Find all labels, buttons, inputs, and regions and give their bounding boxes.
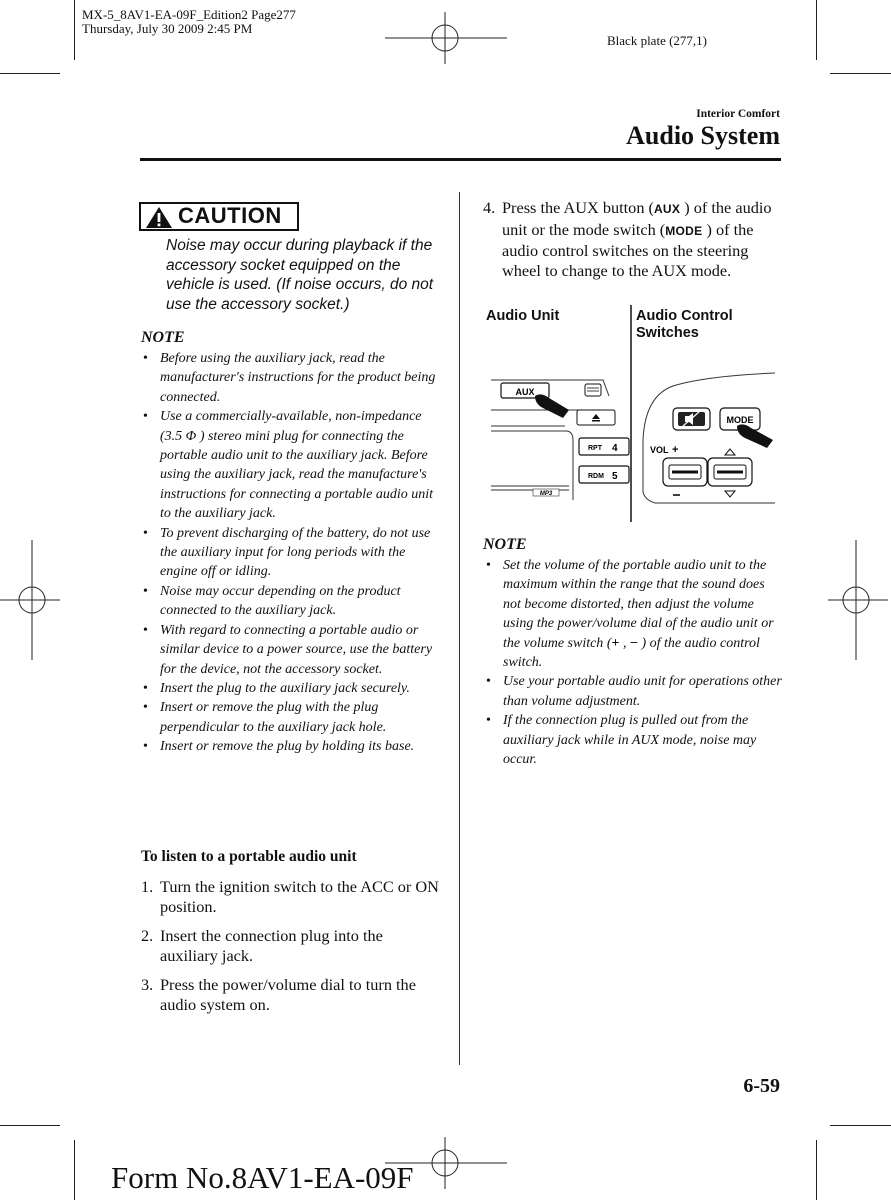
note-heading: NOTE — [483, 536, 527, 553]
crop-mark — [0, 73, 60, 74]
crop-mark — [74, 0, 75, 60]
step-text: Turn the ignition switch to the ACC or ON position. — [160, 877, 439, 916]
step-text-part: Press the AUX button ( — [502, 198, 654, 217]
disc-icon — [585, 384, 601, 396]
aux-button-glyph: AUX — [653, 202, 681, 216]
crop-mark — [816, 0, 817, 60]
caution-text: Noise may occur during playback if the accessory socket equipped on the vehicle is used. (If noise occurs, do not use the accessory socket.) — [166, 237, 434, 313]
step-text-part: ) of the audio unit or the mode switch ( — [502, 198, 772, 239]
note-heading: NOTE — [141, 329, 185, 346]
print-info — [82, 8, 296, 36]
rpt-button — [579, 438, 629, 455]
mode-button-glyph: MODE — [665, 223, 703, 238]
caution-label: CAUTION — [178, 203, 282, 228]
step-number: 4. — [483, 198, 496, 217]
page-title: Audio System — [626, 121, 780, 150]
aux-button-label: AUX — [515, 387, 535, 397]
step-number: 1. — [141, 877, 154, 896]
title-rule — [140, 158, 781, 161]
note-item: • Use your portable audio unit for operations other than volume adjustment. — [483, 672, 783, 711]
up-arrow-icon — [725, 449, 735, 455]
finger-pointer-icon — [535, 394, 569, 418]
note-item: • Insert the plug to the auxiliary jack securely. — [140, 679, 440, 698]
note-item: • Before using the auxiliary jack, read the manufacturer's instructions for the product being connected. — [140, 349, 440, 407]
rdm-button-number: 5 — [612, 471, 618, 482]
form-number: Form No.8AV1-EA-09F — [111, 1160, 414, 1195]
plus-icon: + — [611, 635, 620, 651]
note-list — [483, 556, 783, 769]
mp3-badge-label: MP3 — [539, 491, 553, 497]
note-item: • Noise may occur depending on the product connected to the auxiliary jack. — [140, 582, 440, 621]
note-item: • To prevent discharging of the battery, do not use the auxiliary input for long periods with the engine off or idling. — [140, 524, 440, 582]
step-number: 2. — [141, 926, 154, 946]
note-item: • With regard to connecting a portable audio or similar device to a power source, use the battery for the device, not the accessory socket. — [140, 621, 440, 679]
warning-triangle-icon — [145, 206, 173, 229]
rpt-button-label: RPT — [588, 445, 602, 452]
rpt-button-number: 4 — [612, 443, 618, 454]
minus-icon: − — [629, 635, 638, 651]
audio-figure — [485, 300, 785, 525]
note-item: • If the connection plug is pulled out from the auxiliary jack while in AUX mode, noise may occur. — [483, 711, 783, 769]
note-item: • Insert or remove the plug by holding its base. — [140, 737, 440, 756]
plus-icon: + — [672, 444, 679, 456]
steps-list — [141, 877, 441, 1025]
crop-mark — [74, 1140, 75, 1200]
note-item: • Set the volume of the portable audio unit to the maximum within the range that the sound does not become distorted, then adjust the volume using the power/volume dial of the audio unit or the volume switch (+ , − ) of the audio control switch. — [483, 556, 783, 672]
vol-label: VOL — [650, 445, 669, 455]
step-item — [483, 198, 783, 280]
step-number: 3. — [141, 975, 154, 995]
registration-mark-left — [0, 540, 60, 660]
rdm-button — [579, 466, 629, 483]
crop-mark — [0, 1125, 60, 1126]
step-item — [141, 877, 441, 916]
crop-mark — [830, 1125, 891, 1126]
figure-label-line: Audio Control — [636, 308, 733, 324]
note-item: • Insert or remove the plug with the plug perpendicular to the auxiliary jack hole. — [140, 698, 440, 737]
section-label: Interior Comfort — [696, 108, 780, 120]
print-info-line1: MX-5_8AV1-EA-09F_Edition2 Page277 — [82, 7, 296, 22]
step-text-part: ) of the audio control switches on the steering wheel to change to the AUX mode. — [502, 219, 754, 280]
registration-mark-right — [828, 540, 888, 660]
crop-mark — [816, 1140, 817, 1200]
plate-info: Black plate (277,1) — [607, 33, 707, 48]
print-info-line2: Thursday, July 30 2009 2:45 PM — [82, 21, 253, 36]
step4-list — [483, 198, 783, 290]
step-item — [141, 975, 441, 1014]
crop-mark — [830, 73, 891, 74]
column-divider — [459, 192, 460, 1065]
note-item-text: Set the volume of the portable audio unit to the maximum within the range that the sound does not become distorted, then adjust the volume using the power/volume dial of the audio unit or the volume switch — [503, 558, 774, 651]
note-item: • Use a commercially-available, non-impedance (3.5 Φ ) stereo mini plug for connecting the portable audio unit to the auxiliary jack. Before using the auxiliary jack, read the manufacture's instructions for connecting a portable audio unit to the auxiliary jack. — [140, 407, 440, 523]
procedure-heading: To listen to a portable audio unit — [141, 848, 357, 865]
figure-label-line: Switches — [636, 325, 699, 341]
note-item-text: ) of the audio control switch. — [503, 635, 760, 671]
step-text: Insert the connection plug into the auxiliary jack. — [160, 926, 383, 965]
down-arrow-icon — [725, 491, 735, 497]
registration-mark-top — [385, 10, 507, 66]
rdm-button-label: RDM — [588, 473, 604, 480]
page-number: 6-59 — [743, 1075, 780, 1097]
step-item — [141, 926, 441, 965]
mode-button-label: MODE — [726, 415, 754, 425]
step-text: Press the power/volume dial to turn the audio system on. — [160, 975, 416, 1014]
note-list — [140, 349, 440, 757]
figure-label-audio-unit: Audio Unit — [486, 308, 560, 324]
